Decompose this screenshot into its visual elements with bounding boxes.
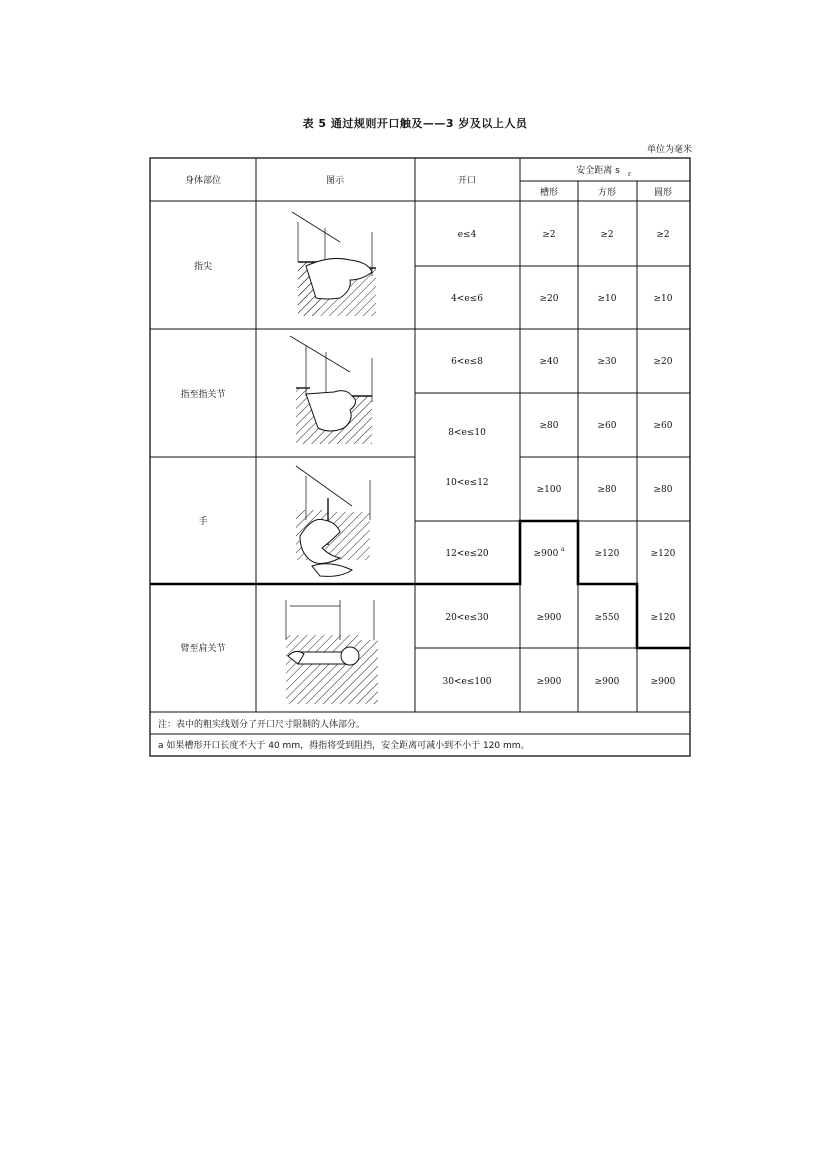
opening-cell: 20<e≤30 [445, 613, 489, 623]
round-cell: ≥120 [650, 613, 676, 623]
round-cell: ≥60 [653, 421, 673, 431]
body-part-fingertip: 指尖 [193, 262, 213, 272]
slot-cell: ≥20 [539, 294, 559, 304]
round-cell: ≥2 [656, 230, 670, 240]
square-cell: ≥30 [597, 357, 617, 367]
body-part-hand: 手 [198, 517, 208, 527]
slot-cell: ≥2 [542, 230, 556, 240]
hand-illustration [296, 466, 370, 576]
slot-cell: ≥40 [539, 357, 559, 367]
finger-knuckle-illustration [290, 336, 372, 444]
arm-shoulder-illustration [286, 600, 378, 704]
body-part-arm-shoulder: 臂至肩关节 [180, 644, 226, 654]
fingertip-illustration [292, 212, 376, 316]
opening-cell: 12<e≤20 [445, 549, 489, 559]
square-cell: ≥60 [597, 421, 617, 431]
header-square: 方形 [597, 188, 617, 198]
round-cell: ≥900 [650, 677, 676, 687]
header-round: 圆形 [653, 188, 673, 198]
slot-cell: ≥100 [536, 485, 562, 495]
square-cell: ≥2 [600, 230, 614, 240]
header-safety-sub: r [628, 171, 631, 178]
header-slot: 槽形 [539, 188, 559, 198]
opening-cell: 30<e≤100 [442, 677, 492, 687]
table-title: 表 5 通过规则开口触及——3 岁及以上人员 [302, 117, 528, 130]
round-cell: ≥120 [650, 549, 676, 559]
slot-cell: ≥900 [536, 677, 562, 687]
header-body-part: 身体部位 [184, 176, 222, 186]
square-cell: ≥900 [594, 677, 620, 687]
square-cell: ≥120 [594, 549, 620, 559]
opening-cell: e≤4 [457, 230, 477, 240]
table-footnote: a 如果槽形开口长度不大于 40 mm，拇指将受到阻挡，安全距离可减小到不小于 120 mm。 [158, 741, 530, 751]
header-figure: 图示 [325, 176, 345, 186]
footnote-marker: a [561, 546, 565, 553]
opening-cell: 4<e≤6 [451, 294, 483, 304]
opening-cell: 10<e≤12 [445, 478, 489, 488]
unit-label: 单位为毫米 [646, 145, 692, 155]
table-note: 注：表中的粗实线划分了开口尺寸限制的人体部分。 [158, 720, 366, 730]
square-cell: ≥550 [594, 613, 620, 623]
square-cell: ≥10 [597, 294, 617, 304]
opening-cell: 6<e≤8 [451, 357, 483, 367]
round-cell: ≥10 [653, 294, 673, 304]
slot-cell: ≥80 [539, 421, 559, 431]
square-cell: ≥80 [597, 485, 617, 495]
round-cell: ≥20 [653, 357, 673, 367]
header-safety-distance: 安全距离 s [576, 166, 620, 176]
header-opening: 开口 [457, 176, 477, 186]
opening-cell: 8<e≤10 [448, 428, 486, 438]
body-part-finger-knuckle: 指至指关节 [180, 390, 226, 400]
round-cell: ≥80 [653, 485, 673, 495]
slot-cell: ≥900 [533, 549, 559, 559]
thick-boundary-line [150, 521, 690, 648]
slot-cell: ≥900 [536, 613, 562, 623]
